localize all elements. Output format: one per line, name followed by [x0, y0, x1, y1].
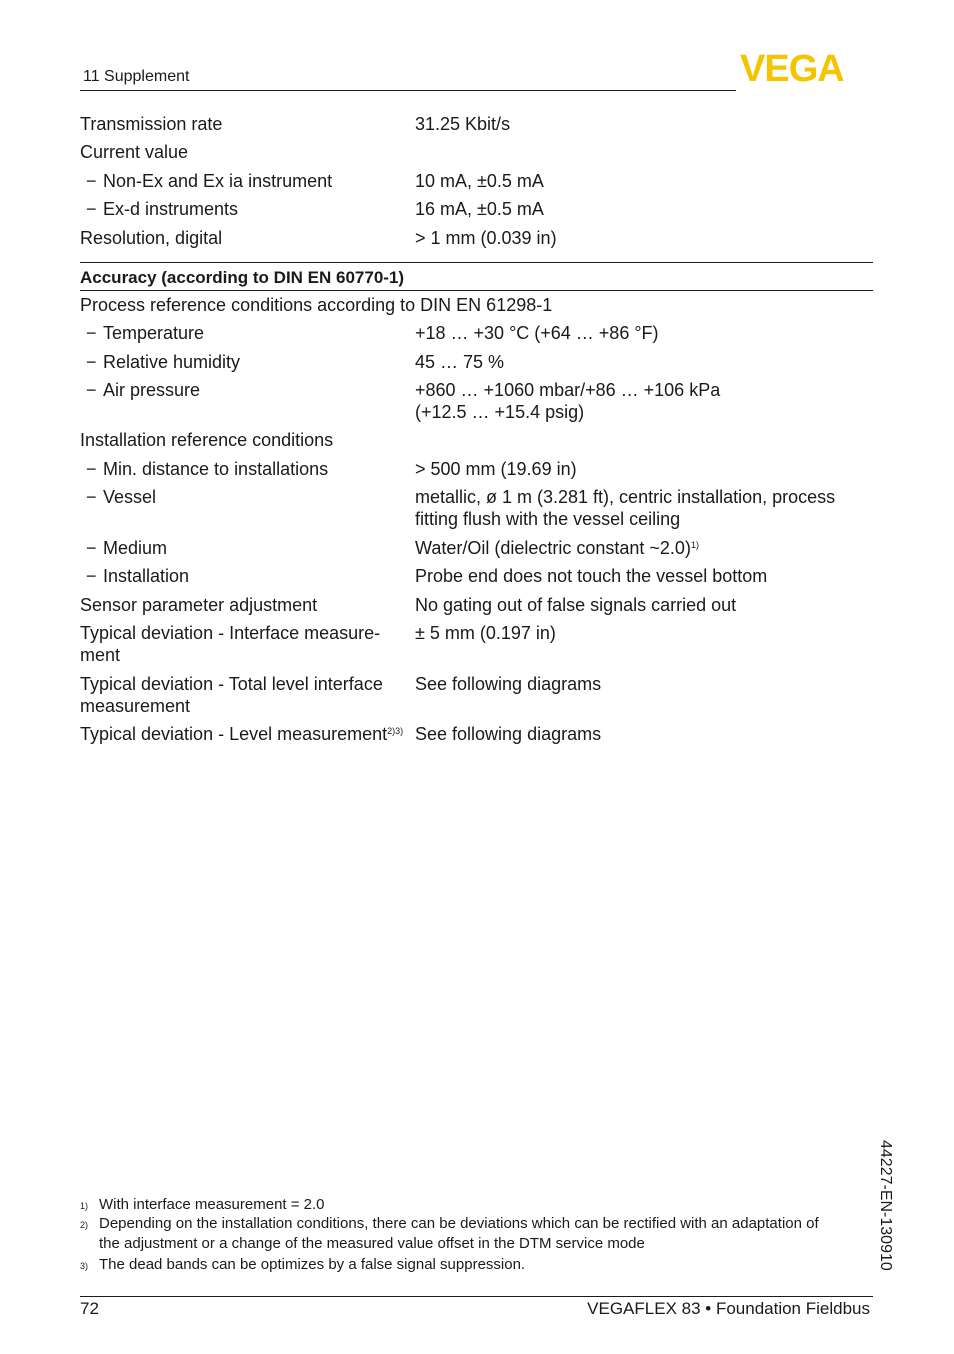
row-label-air-pressure: − Air pressure [86, 380, 201, 400]
row-label-vessel: − Vessel [86, 487, 157, 507]
row-value-non-ex: 10 mA, ±0.5 mA [415, 171, 544, 191]
header-rule [80, 90, 736, 91]
section-rule-bottom [80, 290, 873, 291]
footer-rule [80, 1296, 873, 1297]
document-code-vertical: 44227-EN-130910 [877, 1140, 894, 1271]
row-value-medium: Water/Oil (dielectric constant ~2.0)$^{1)}$ [415, 538, 699, 558]
row-label-ex-d: − Ex-d instruments [86, 199, 239, 219]
row-label-deviation-total: Typical deviation - Total level interface measurement [80, 674, 383, 716]
row-label-transmission-rate: Transmission rate [80, 114, 223, 134]
row-label-temperature: − Temperature [86, 323, 205, 343]
document-title: VEGAFLEX 83 • Foundation Fieldbus [587, 1299, 870, 1318]
footnote-text: Depending on the installation conditions, there can be deviations which can be rectified with an adaptation of the adjustment or a change of the measured value offset in the DTM service mode [99, 1215, 819, 1252]
row-label-non-ex: − Non-Ex and Ex ia instrument [86, 171, 333, 191]
row-label-humidity: − Relative humidity [86, 352, 241, 372]
row-value-resolution: > 1 mm (0.039 in) [415, 228, 557, 248]
svg-text:VEGA: VEGA [740, 50, 844, 86]
row-value-deviation-total: See following diagrams [415, 674, 602, 694]
row-label-deviation-interface: Typical deviation - Interface measure- ment [80, 623, 381, 665]
row-value-deviation-interface: ± 5 mm (0.197 in) [415, 623, 556, 643]
section-rule-top [80, 262, 873, 263]
row-value-sensor-param: No gating out of false signals carried out [415, 595, 737, 615]
row-value-temperature: +18 … +30 °C (+64 … +86 °F) [415, 323, 659, 343]
process-reference-heading: Process reference conditions according to DIN EN 61298-1 [80, 295, 553, 315]
row-value-deviation-level: See following diagrams [415, 724, 602, 744]
page-number: 72 [80, 1299, 99, 1318]
row-label-min-distance: − Min. distance to installations [86, 459, 329, 479]
footnote-mark: 1) [80, 1201, 89, 1211]
footnote-text: With interface measurement = 2.0 [99, 1196, 325, 1213]
row-label-installation: − Installation [86, 566, 190, 586]
footnote-text: The dead bands can be optimizes by a false signal suppression. [99, 1256, 526, 1273]
running-header-section: 11 Supplement [83, 68, 190, 85]
row-label-current-value: Current value [80, 142, 189, 162]
row-value-min-distance: > 500 mm (19.69 in) [415, 459, 577, 479]
section-title-accuracy: Accuracy (according to DIN EN 60770-1) [80, 268, 405, 287]
installation-reference-heading: Installation reference conditions [80, 430, 334, 450]
row-label-medium: − Medium [86, 538, 168, 558]
row-label-sensor-param: Sensor parameter adjustment [80, 595, 318, 615]
footnote-mark: 2) [80, 1220, 89, 1230]
row-value-installation: Probe end does not touch the vessel bottom [415, 566, 768, 586]
row-value-vessel: metallic, ø 1 m (3.281 ft), centric installation, process fitting flush with the vessel ceiling [415, 487, 836, 529]
row-value-humidity: 45 … 75 % [415, 352, 505, 372]
row-value-transmission-rate: 31.25 Kbit/s [415, 114, 511, 134]
row-value-ex-d: 16 mA, ±0.5 mA [415, 199, 544, 219]
row-value-air-pressure: +860 … +1060 mbar/+86 … +106 kPa (+12.5 … +15.4 psig) [415, 380, 721, 422]
footnote-mark: 3) [80, 1261, 89, 1271]
row-label-resolution: Resolution, digital [80, 228, 223, 248]
row-label-deviation-level: Typical deviation - Level measurement$^{2)3)}$ [80, 724, 404, 744]
vega-logo [740, 50, 874, 86]
